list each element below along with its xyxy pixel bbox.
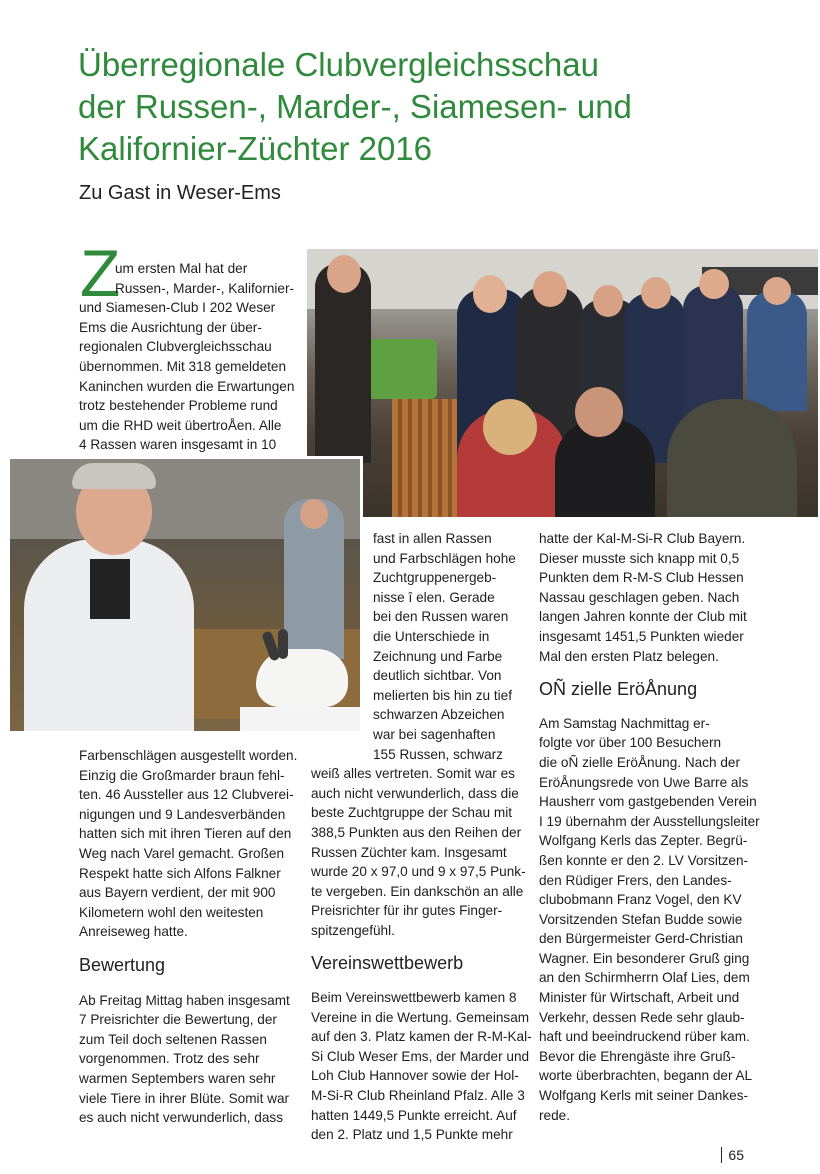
page-footer [721, 1147, 744, 1163]
text-line: zum Teil doch seltenen Rassen [79, 1031, 267, 1047]
text-line: langen Jahren konnte der Club mit [539, 609, 747, 625]
text-line: die oÑ zielle EröÅnung. Nach der [539, 754, 740, 770]
column-2 [311, 529, 532, 1145]
text-line: warmen Septembers waren sehr [79, 1070, 276, 1086]
text-line: 4 Rassen waren insgesamt in 10 [79, 437, 277, 453]
text-line: Russen Züchter kam. Insgesamt [311, 844, 507, 860]
text-line: folgte vor über 100 Besuchern [539, 735, 722, 751]
text-line: Preisrichter für ihr gutes Finger- [311, 903, 503, 919]
text-line: Einzig die Großmarder braun fehl- [79, 767, 285, 783]
title-line-3: Kalifornier-Züchter 2016 [78, 130, 433, 167]
text-line: Kilometern wohl den weitesten [79, 904, 264, 920]
text-line: wurde 20 x 97,0 und 9 x 97,5 Punk- [311, 864, 526, 880]
text-line: Weg nach Varel gemacht. Großen [79, 845, 285, 861]
text-line: Anreiseweg hatte. [79, 924, 188, 940]
text-line: nigungen und 9 Landesverbänden [79, 806, 286, 822]
text-line: regionalen Clubvergleichsschau [79, 339, 272, 355]
title-line-2: der Russen-, Marder-, Siamesen- und [78, 88, 632, 125]
text-line: Wolfgang Kerls das Zepter. Begrü- [539, 833, 748, 849]
column-1 [79, 746, 297, 1128]
text-line: den Bürgermeister Gerd-Christian [539, 931, 743, 947]
text-line: Wagner. Ein besonderer Gruß ging [539, 950, 750, 966]
text-line: aus Bayern verdient, der mit 900 [79, 885, 276, 901]
text-line: es auch nicht verwunderlich, dass [79, 1110, 284, 1126]
text-line: und Siamesen-Club I 202 Weser [79, 300, 276, 316]
text-line: insgesamt 1451,5 Punkten wieder [539, 628, 744, 644]
text-line: Vereine in die Wertung. Gemeinsam [311, 1009, 530, 1025]
text-line: I 19 übernahm der Ausstellungsleiter [539, 813, 760, 829]
text-line: den 2. Platz und 1,5 Punkte mehr [311, 1127, 513, 1143]
text-line: Zuchtgruppenergeb- [373, 570, 497, 586]
text-line: Mal den ersten Platz belegen. [539, 648, 719, 664]
text-line: haft und beeindruckend rüber kam. [539, 1029, 750, 1045]
text-line: hatte der Kal-M-Si-R Club Bayern. [539, 531, 746, 546]
section-heading-eroeffnung: OÑ zielle EröÅnung [539, 679, 698, 700]
article-subtitle: Zu Gast in Weser-Ems [79, 182, 281, 204]
text-line: EröÅnungsrede von Uwe Barre als [539, 774, 749, 790]
text-line: Beim Vereinswettbewerb kamen 8 [311, 990, 517, 1006]
text-line: nisse î elen. Gerade [373, 589, 495, 605]
text-line: Verkehr, dessen Rede sehr glaub- [539, 1009, 745, 1025]
text-line: trotz bestehender Probleme rund [79, 398, 278, 414]
text-line: ten. 46 Aussteller aus 12 Clubverei- [79, 787, 294, 803]
text-line: schwarzen Abzeichen [373, 707, 505, 723]
text-line: Respekt hatte sich Alfons Falkner [79, 865, 281, 881]
text-line: weiß alles vertreten. Somit war es [311, 766, 515, 782]
text-line: vorgenommen. Trotz des sehr [79, 1051, 260, 1067]
text-line: Wolfgang Kerls mit seiner Dankes- [539, 1088, 749, 1104]
text-line: hatten 1449,5 Punkte erreicht. Auf [311, 1107, 517, 1123]
text-line: beste Zuchtgruppe der Schau mit [311, 805, 512, 821]
text-line: te vergeben. Ein dankschön an alle [311, 883, 524, 899]
text-line: 7 Preisrichter die Bewertung, der [79, 1012, 277, 1028]
text-line: auf den 3. Platz kamen der R-M-Kal- [311, 1029, 532, 1045]
opening-ceremony-photo [307, 249, 818, 517]
intro-paragraph [79, 259, 294, 455]
text-line: M-Si-R Club Rheinland Pfalz. Alle 3 [311, 1088, 525, 1104]
text-line: Farbenschlägen ausgestellt worden. [79, 748, 298, 763]
text-line: Ems die Ausrichtung der über- [79, 319, 262, 335]
text-line: Loh Club Hannover sowie der Hol- [311, 1068, 519, 1084]
text-line: und Farbschlägen hohe [373, 550, 516, 566]
text-line: 388,5 Punkten aus den Reihen der [311, 824, 522, 840]
text-line: Zeichnung und Farbe [373, 648, 503, 664]
text-line: Ab Freitag Mittag haben insgesamt [79, 992, 290, 1008]
text-line: Am Samstag Nachmittag er- [539, 715, 710, 731]
text-line: Punkten dem R-M-S Club Hessen [539, 570, 744, 586]
text-line: melierten bis hin zu tief [373, 687, 513, 703]
text-line: um die RHD weit übertroÅen. Alle [79, 417, 282, 433]
text-line: hatten sich mit ihren Tieren auf den [79, 826, 292, 842]
text-line: Hausherr vom gastgebenden Verein [539, 794, 757, 810]
text-line: deutlich sichtbar. Von [373, 668, 502, 684]
text-line: um ersten Mal hat der [115, 261, 248, 276]
text-line: auch nicht verwunderlich, dass die [311, 785, 519, 801]
page-number: 65 [728, 1147, 744, 1163]
text-line: übernommen. Mit 318 gemeldeten [79, 358, 287, 374]
text-line: rede. [539, 1107, 570, 1123]
column-3 [539, 529, 760, 1125]
text-line: 155 Russen, schwarz [373, 746, 503, 762]
text-line: Kaninchen wurden die Erwartungen [79, 378, 295, 394]
text-line: fast in allen Rassen [373, 531, 492, 546]
text-line: Nassau geschlagen geben. Nach [539, 589, 740, 605]
text-line: Vorsitzenden Stefan Budde sowie [539, 911, 743, 927]
section-heading-bewertung: Bewertung [79, 954, 166, 975]
text-line: Russen-, Marder-, Kalifornier- [115, 280, 295, 296]
text-line: viele Tiere in ihrer Blüte. Somit war [79, 1090, 290, 1106]
text-line: Si Club Weser Ems, der Marder und [311, 1048, 530, 1064]
article-title [78, 44, 778, 170]
text-line: den Rüdiger Frers, den Landes- [539, 872, 732, 888]
text-line: die Unterschiede in [373, 628, 490, 644]
text-line: Dieser musste sich knapp mit 0,5 [539, 550, 740, 566]
text-line: ßen konnte er den 2. LV Vorsitzen- [539, 852, 749, 868]
drop-cap: Z [80, 236, 121, 310]
footer-divider [721, 1147, 722, 1163]
section-heading-vereinswettbewerb: Vereinswettbewerb [311, 953, 464, 974]
text-line: worte überbrachten, begann der AL [539, 1068, 753, 1084]
title-line-1: Überregionale Clubvergleichsschau [78, 46, 599, 83]
text-line: clubobmann Franz Vogel, den KV [539, 892, 742, 908]
text-line: bei den Russen waren [373, 609, 509, 625]
text-line: an den Schirmherrn Olaf Lies, dem [539, 970, 750, 986]
text-line: war bei sagenhaften [373, 726, 496, 742]
text-line: spitzengefühl. [311, 922, 395, 938]
text-line: Bevor die Ehrengäste ihre Gruß- [539, 1048, 736, 1064]
text-line: Minister für Wirtschaft, Arbeit und [539, 990, 740, 1006]
